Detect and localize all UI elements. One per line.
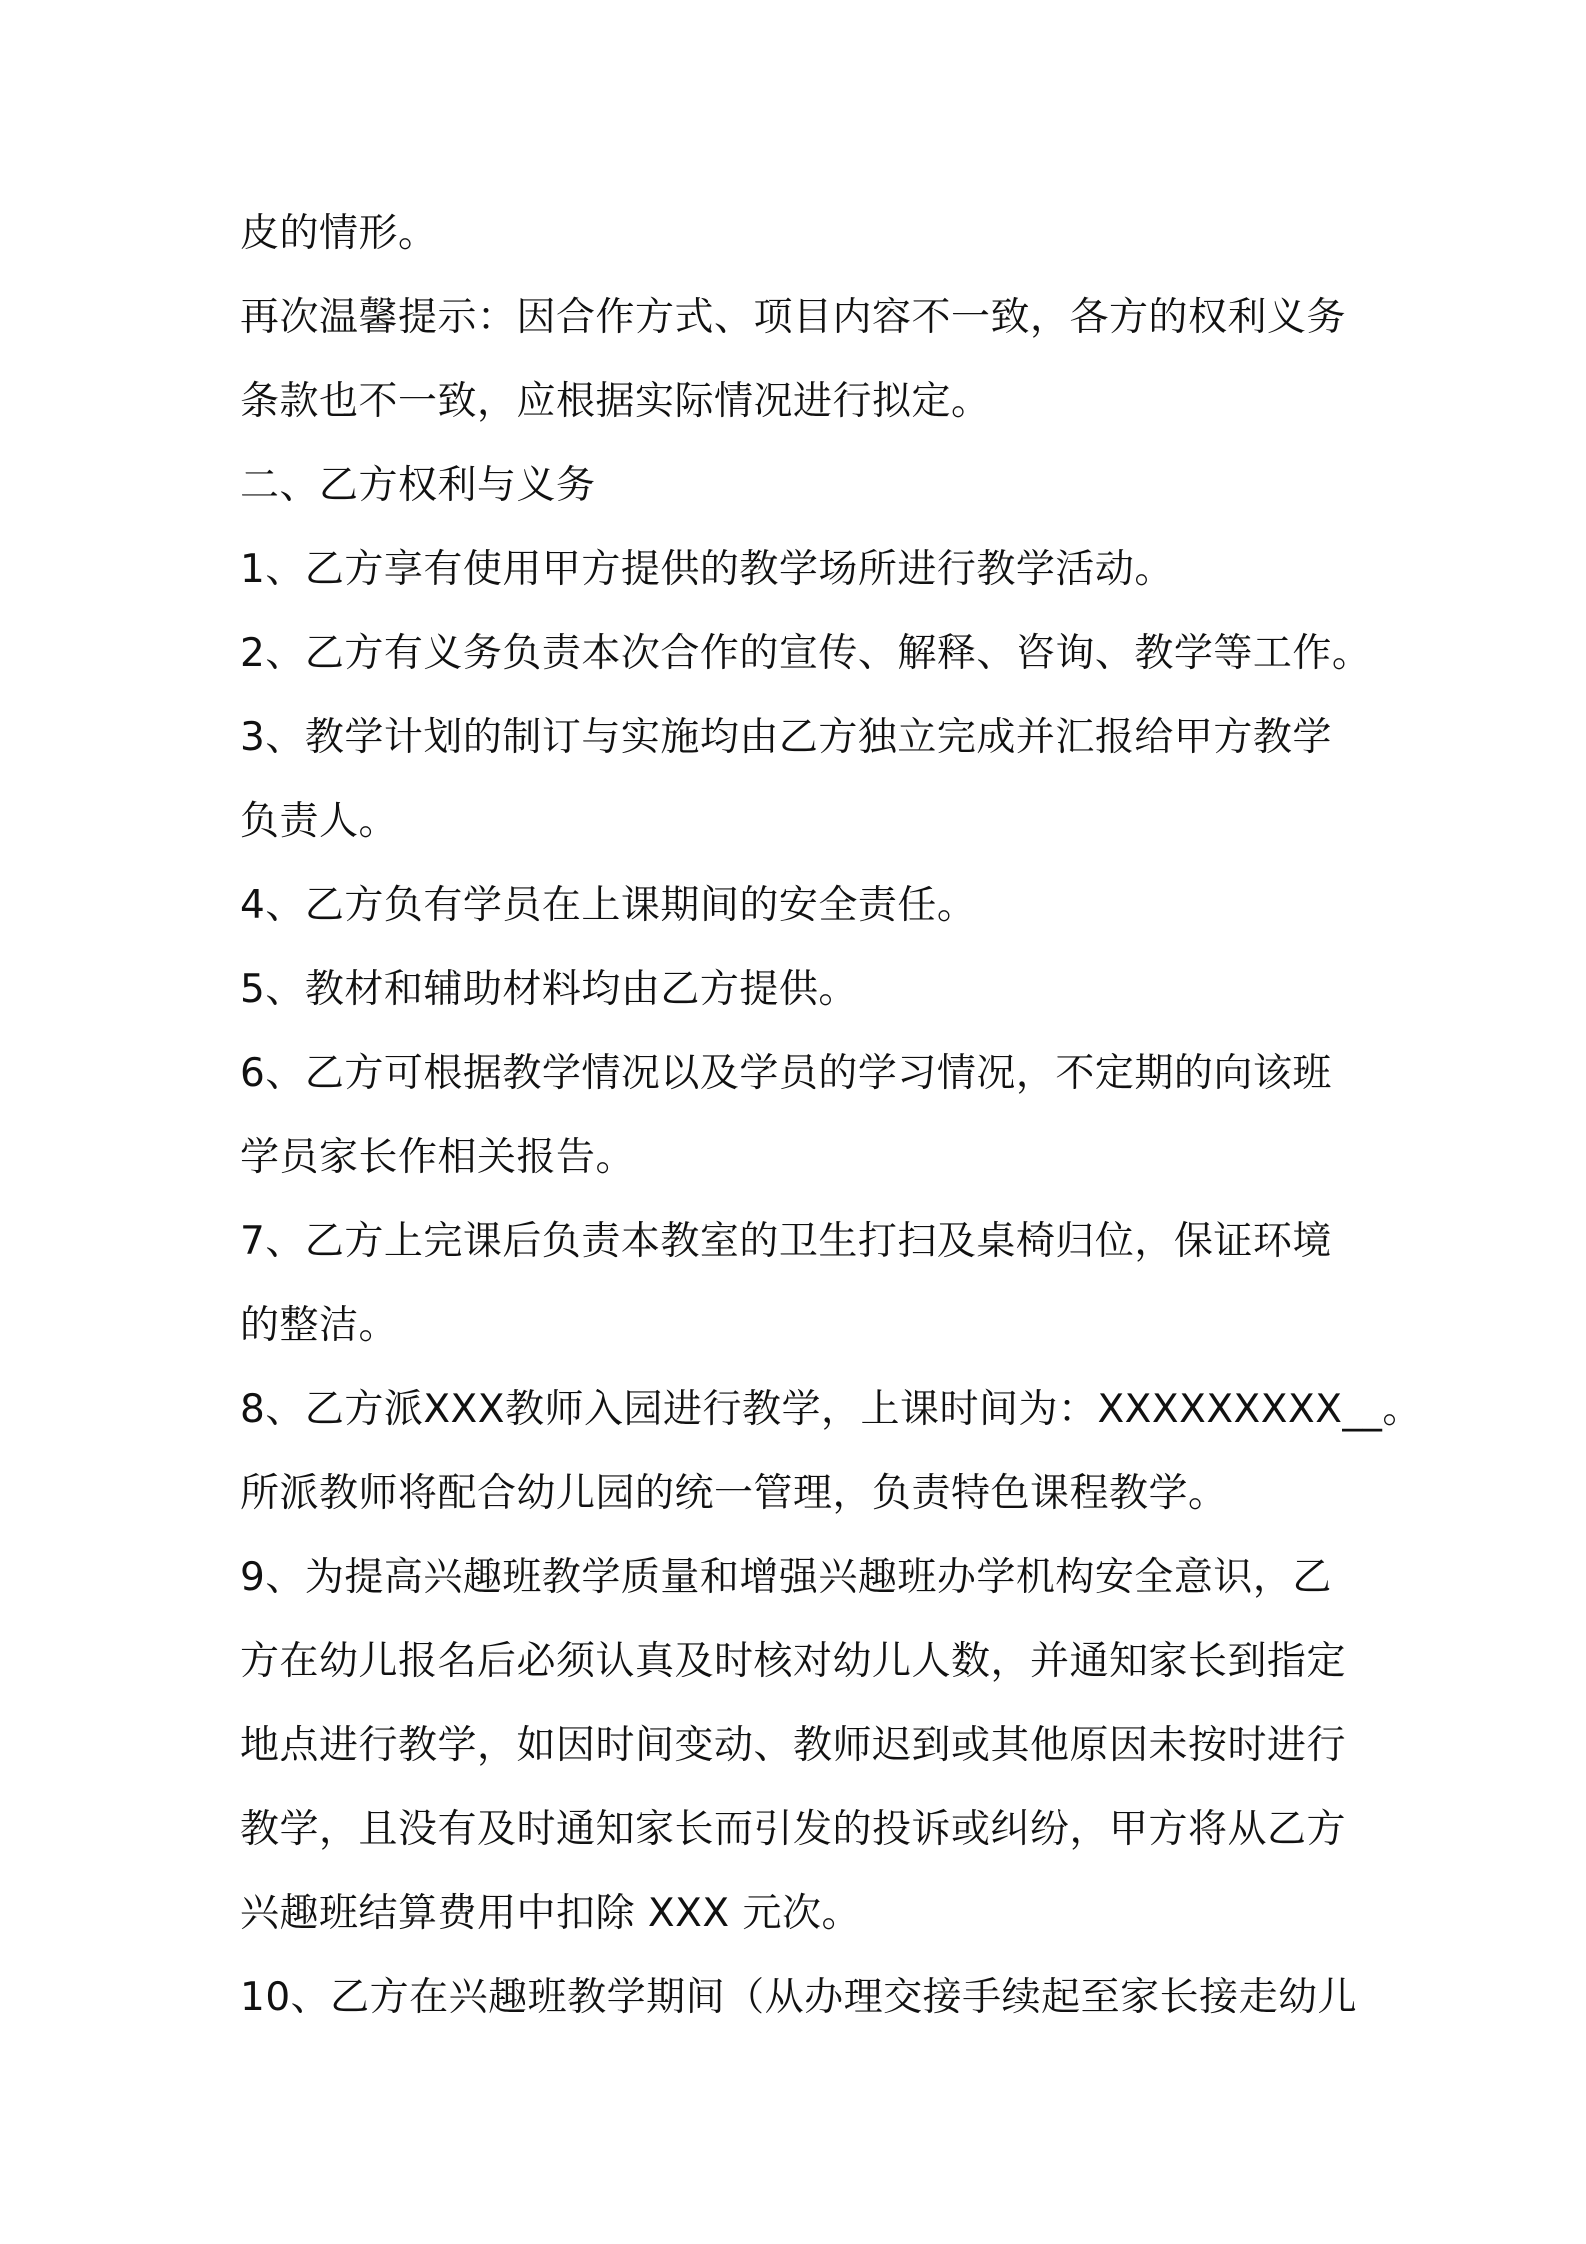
text-line: 4、乙方负有学员在上课期间的安全责任。 xyxy=(240,883,977,928)
text-line: 地点进行教学，如因时间变动、教师迟到或其他原因未按时进行 xyxy=(240,1723,1347,1768)
text-line: 学员家长作相关报告。 xyxy=(240,1135,636,1180)
text-line: 1、乙方享有使用甲方提供的教学场所进行教学活动。 xyxy=(240,547,1174,592)
section-heading: 二、乙方权利与义务 xyxy=(240,463,596,508)
text-line: 负责人。 xyxy=(240,799,399,844)
text-line: 所派教师将配合幼儿园的统一管理，负责特色课程教学。 xyxy=(240,1471,1228,1516)
text-line: 兴趣班结算费用中扣除 XXX 元次。 xyxy=(240,1891,861,1936)
text-line: 7、乙方上完课后负责本教室的卫生打扫及桌椅归位，保证环境 xyxy=(240,1219,1332,1264)
text-line: 教学，且没有及时通知家长而引发的投诉或纠纷，甲方将从乙方 xyxy=(240,1807,1347,1852)
text-line: 皮的情形。 xyxy=(240,211,438,256)
document-body xyxy=(240,192,1422,2040)
text-line: 再次温馨提示：因合作方式、项目内容不一致，各方的权利义务 xyxy=(240,295,1347,340)
text-line: 3、教学计划的制订与实施均由乙方独立完成并汇报给甲方教学 xyxy=(240,715,1332,760)
text-line: 条款也不一致，应根据实际情况进行拟定。 xyxy=(240,379,991,424)
text-line: 方在幼儿报名后必须认真及时核对幼儿人数，并通知家长到指定 xyxy=(240,1639,1347,1684)
text-line: 6、乙方可根据教学情况以及学员的学习情况，不定期的向该班 xyxy=(240,1051,1332,1096)
text-line: 的整洁。 xyxy=(240,1303,399,1348)
text-line: 2、乙方有义务负责本次合作的宣传、解释、咨询、教学等工作。 xyxy=(240,631,1372,676)
text-line: 8、乙方派XXX教师入园进行教学，上课时间为：XXXXXXXXX__。 xyxy=(240,1387,1422,1432)
text-line: 5、教材和辅助材料均由乙方提供。 xyxy=(240,967,858,1012)
text-line: 10、乙方在兴趣班教学期间（从办理交接手续起至家长接走幼儿 xyxy=(240,1975,1358,2020)
text-line: 9、为提高兴趣班教学质量和增强兴趣班办学机构安全意识，乙 xyxy=(240,1555,1332,1600)
